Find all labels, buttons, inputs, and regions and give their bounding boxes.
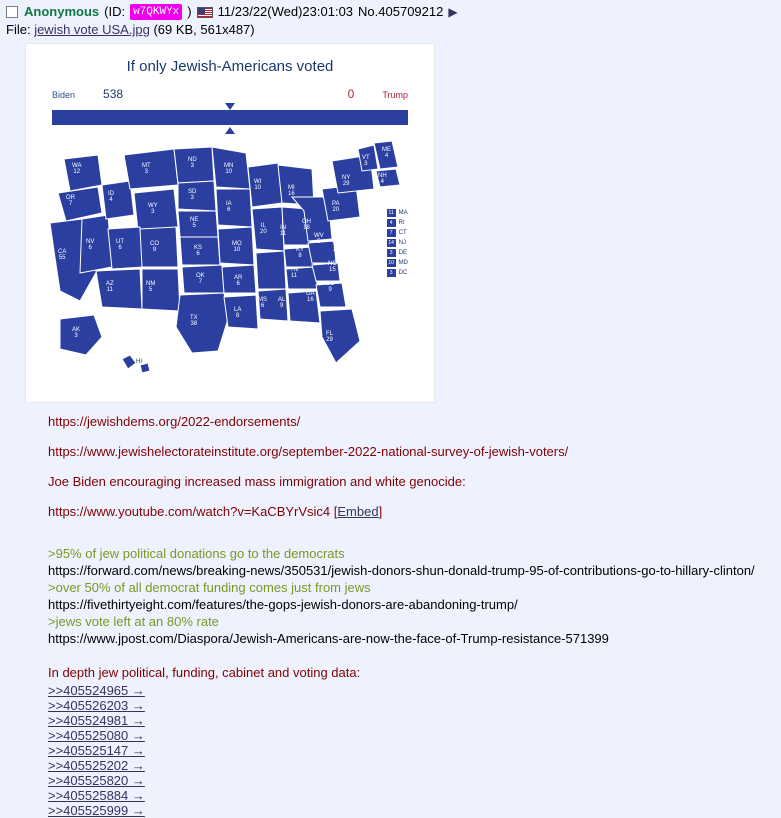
state-label-ut: UT 6	[116, 239, 124, 251]
state-label-nv: NV 6	[86, 239, 95, 251]
file-info	[6, 21, 775, 38]
state-label-ms: MS 6	[258, 297, 267, 309]
infographic-title: If only Jewish-Americans voted	[126, 58, 334, 75]
state-label-ny: NY 29	[342, 175, 351, 187]
source-link-2: https://fivethirtyeight.com/features/the-gops-jewish-donors-are-abandoning-trump/	[48, 597, 518, 612]
state-label-mo: MO 10	[232, 241, 242, 253]
post-select-checkbox[interactable]	[6, 6, 18, 18]
legend-abbr: DC	[398, 270, 408, 276]
state-label-co: CO 9	[150, 241, 159, 253]
legend-item	[387, 239, 408, 247]
file-label: File:	[6, 22, 31, 37]
legend-ev: 11	[388, 210, 394, 216]
right-candidate-label: Trump	[382, 90, 408, 100]
quotelink[interactable]: >>405525202 →	[48, 758, 145, 773]
post-line-1: https://jewishdems.org/2022-endorsements/	[48, 414, 301, 429]
state-label-mn: MN 10	[224, 163, 234, 175]
quotelink[interactable]: >>405525884 →	[48, 788, 145, 803]
state-label-mi: MI 16	[288, 185, 295, 197]
legend-abbr: DE	[398, 250, 407, 256]
state-label-nc: NC 15	[328, 261, 337, 273]
state-label-la: LA 8	[234, 307, 242, 319]
poster-id-badge[interactable]: w7QKWYx	[130, 4, 182, 20]
bar-marker-top-icon	[225, 103, 235, 110]
legend-item	[387, 269, 408, 277]
legend-abbr: MD	[398, 260, 408, 266]
state-label-ky: KY 8	[296, 247, 305, 259]
greentext-2: >over 50% of all democrat funding comes just from jews	[48, 580, 371, 595]
state-label-al: AL 9	[278, 297, 286, 309]
state-label-ak: AK 3	[72, 327, 81, 339]
legend-abbr: CT	[398, 230, 407, 236]
quotelink[interactable]: >>405526203 →	[48, 698, 145, 713]
state-label-ca: CA 55	[58, 249, 67, 261]
legend-ev: 3	[387, 269, 396, 277]
legend-abbr: RI	[398, 220, 405, 226]
post-line-3: Joe Biden encouraging increased mass immigration and white genocide:	[48, 474, 466, 489]
state-label-fl: FL 29	[326, 331, 334, 343]
post-number[interactable]: No.405709212	[358, 4, 444, 19]
state-label-or: OR 7	[66, 195, 75, 207]
state-label-pa: PA 20	[332, 201, 340, 213]
state-label-vt: VT 3	[362, 155, 370, 167]
state-label-tx: TX 38	[190, 315, 198, 327]
legend-ev: 3	[387, 249, 396, 257]
quotelink[interactable]: >>405525147 →	[48, 743, 145, 758]
legend-ev: 10	[388, 260, 394, 266]
post-text	[48, 413, 775, 818]
file-meta: (69 KB, 561x487)	[153, 22, 255, 37]
youtube-url: https://www.youtube.com/watch?v=KaCBYrVsic4 [	[48, 504, 338, 519]
legend-item	[387, 249, 408, 257]
left-candidate-label: Biden	[52, 90, 76, 100]
state-label-ks: KS 6	[194, 245, 203, 257]
state-label-nm: NM 5	[146, 281, 156, 293]
youtube-line	[48, 503, 775, 520]
quotelink[interactable]: >>405525820 →	[48, 773, 145, 788]
electoral-bar-chart	[52, 87, 408, 125]
greentext-1: >95% of jew political donations go to the democrats	[48, 546, 345, 561]
source-link-1: https://forward.com/news/breaking-news/350531/jewish-donors-shun-donald-trump-95-of-contributions-go-to-hillary-clinton/	[48, 563, 755, 578]
state-label-wi: WI 10	[254, 179, 262, 191]
usa-map-shape-icon	[36, 141, 426, 381]
legend-item	[387, 209, 408, 217]
infographic[interactable]	[25, 43, 435, 403]
legend-abbr: MA	[398, 210, 408, 216]
usa-electoral-map	[36, 141, 424, 381]
file-name-link[interactable]: jewish vote USA.jpg	[34, 22, 150, 37]
post-line-2: https://www.jewishelectorateinstitute.org/september-2022-national-survey-of-jewish-voters/	[48, 444, 569, 459]
source-link-3: https://www.jpost.com/Diaspora/Jewish-Americans-are-now-the-face-of-Trump-resistance-571399	[48, 631, 609, 646]
state-label-tn: TN 11	[290, 267, 298, 279]
state-label-id: ID 4	[108, 191, 114, 203]
state-label-me: ME 4	[382, 147, 391, 159]
state-label-nd: ND 3	[188, 157, 197, 169]
quotelink[interactable]: >>405524965 →	[48, 683, 145, 698]
post-header	[6, 4, 775, 20]
state-label-mt: MT 3	[142, 163, 151, 175]
left-vote-count: 538	[103, 87, 124, 101]
quotelink[interactable]: >>405525999 →	[48, 803, 145, 818]
legend-ev: 14	[388, 240, 394, 246]
state-label-ne: NE 5	[190, 217, 199, 229]
state-label-wv: WV 5	[314, 233, 324, 245]
state-label-oh: OH 18	[302, 219, 311, 231]
reply-arrow-icon[interactable]: ▶	[448, 5, 458, 19]
state-label-il: IL 20	[260, 223, 267, 235]
state-label-sd: SD 3	[188, 189, 197, 201]
legend-item	[387, 219, 408, 227]
youtube-suffix: ]	[378, 504, 383, 519]
bar-marker-bottom-icon	[225, 127, 235, 134]
state-label-wy: WY 3	[148, 203, 158, 215]
poster-id-close: )	[187, 4, 192, 19]
legend-ev: 4	[387, 219, 396, 227]
state-label-va: VA 13	[332, 241, 340, 253]
right-vote-count: 0	[347, 87, 355, 101]
post-timestamp: 11/23/22(Wed)23:01:03	[217, 4, 354, 19]
state-label-ga: GA 16	[306, 291, 315, 303]
greentext-3: >jews vote left at an 80% rate	[48, 614, 219, 629]
legend-ev: 7	[387, 229, 396, 237]
state-label-wa: WA 12	[72, 163, 82, 175]
quotelink[interactable]: >>405525080 →	[48, 728, 145, 743]
indepth-heading: In depth jew political, funding, cabinet and voting data:	[48, 665, 361, 680]
state-label-ok: OK 7	[196, 273, 205, 285]
usa-flag-icon	[197, 7, 213, 18]
legend-item	[387, 259, 408, 267]
legend-abbr: NJ	[398, 240, 406, 246]
state-label-ar: AR 6	[234, 275, 243, 287]
legend-item	[387, 229, 408, 237]
quotelink[interactable]: >>405524981 →	[48, 713, 145, 728]
state-label-sc: SC 9	[326, 281, 335, 293]
poster-name: Anonymous	[24, 4, 100, 19]
electoral-bar	[52, 110, 408, 125]
state-label-hi: HI	[136, 359, 142, 365]
state-label-nh: NH 4	[378, 173, 387, 185]
state-label-az: AZ 11	[106, 281, 114, 293]
embed-link[interactable]: Embed	[337, 504, 379, 519]
state-label-ia: IA 6	[226, 201, 232, 213]
poster-id-label: (ID:	[104, 4, 126, 19]
state-label-in: IN 11	[280, 225, 287, 237]
map-legend	[387, 209, 408, 279]
post-image[interactable]	[25, 43, 775, 403]
